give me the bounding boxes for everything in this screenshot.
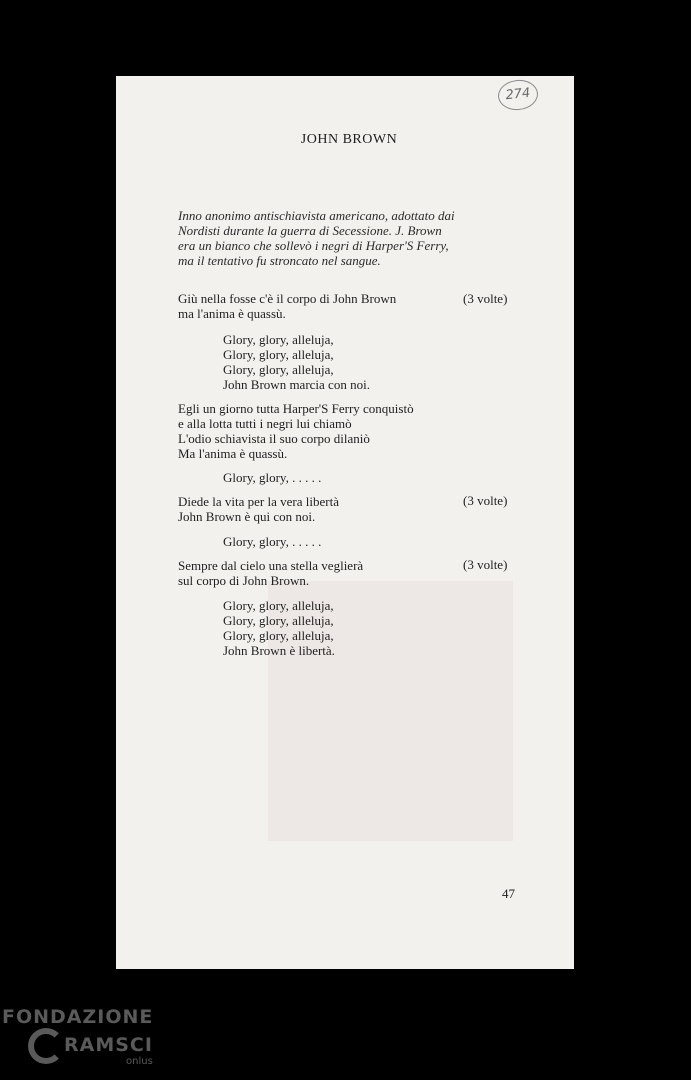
chorus-line: Glory, glory, alleluja, <box>223 347 334 362</box>
fondazione-gramsci-logo <box>2 1006 172 1076</box>
verse-line: e alla lotta tutti i negri lui chiamò <box>178 416 352 431</box>
verse-line: Diede la vita per la vera libertà <box>178 494 339 509</box>
stanza-3-repeat-note: (3 volte) <box>463 493 508 508</box>
verse-line: Ma l'anima è quassù. <box>178 446 288 461</box>
verse-line: L'odio schiavista il suo corpo dilaniò <box>178 431 370 446</box>
verse-line: Sempre dal cielo una stella veglierà <box>178 558 364 573</box>
page-number: 47 <box>502 886 515 901</box>
verse-line: Giù nella fosse c'è il corpo di John Brown <box>178 291 397 306</box>
chorus-line: John Brown marcia con noi. <box>223 377 370 392</box>
stanza-4-repeat-note: (3 volte) <box>463 557 508 572</box>
intro-line: Nordisti durante la guerra di Secessione. J. Brown <box>178 223 442 238</box>
stanza-4 <box>178 558 363 588</box>
chorus-2 <box>223 470 321 485</box>
chorus-line: Glory, glory, . . . . . <box>223 534 322 549</box>
stanza-3 <box>178 494 339 524</box>
intro-line: ma il tentativo fu stroncato nel sangue. <box>178 253 381 268</box>
chorus-3 <box>223 534 321 549</box>
chorus-line: Glory, glory, . . . . . <box>223 470 322 485</box>
verse-line: John Brown è qui con noi. <box>178 509 316 524</box>
verse-line: ma l'anima è quassù. <box>178 306 286 321</box>
intro-note <box>178 208 518 268</box>
chorus-1 <box>223 332 370 392</box>
chorus-line: Glory, glory, alleluja, <box>223 362 334 377</box>
chorus-line: Glory, glory, alleluja, <box>223 598 334 613</box>
stanza-1-repeat-note: (3 volte) <box>463 291 508 306</box>
verse-line: Egli un giorno tutta Harper'S Ferry conquistò <box>178 401 414 416</box>
chorus-4 <box>223 598 335 658</box>
chorus-line: Glory, glory, alleluja, <box>223 613 334 628</box>
logo-line-1: FONDAZIONE <box>2 1006 154 1028</box>
chorus-line: John Brown è libertà. <box>223 643 335 658</box>
logo-g-icon <box>28 1028 64 1064</box>
intro-line: Inno anonimo antischiavista americano, adottato dai <box>178 208 455 223</box>
verse-line: sul corpo di John Brown. <box>178 573 310 588</box>
document-page <box>116 76 574 969</box>
logo-line-2: RAMSCI <box>64 1034 153 1056</box>
stanza-2 <box>178 401 414 461</box>
logo-subtitle: onlus <box>126 1056 153 1067</box>
intro-line: era un bianco che sollevò i negri di Harper'S Ferry, <box>178 238 449 253</box>
chorus-line: Glory, glory, alleluja, <box>223 628 334 643</box>
archive-number-stamp: 274 <box>497 78 540 112</box>
chorus-line: Glory, glory, alleluja, <box>223 332 334 347</box>
page-title: JOHN BROWN <box>300 132 398 147</box>
stanza-1 <box>178 291 396 321</box>
